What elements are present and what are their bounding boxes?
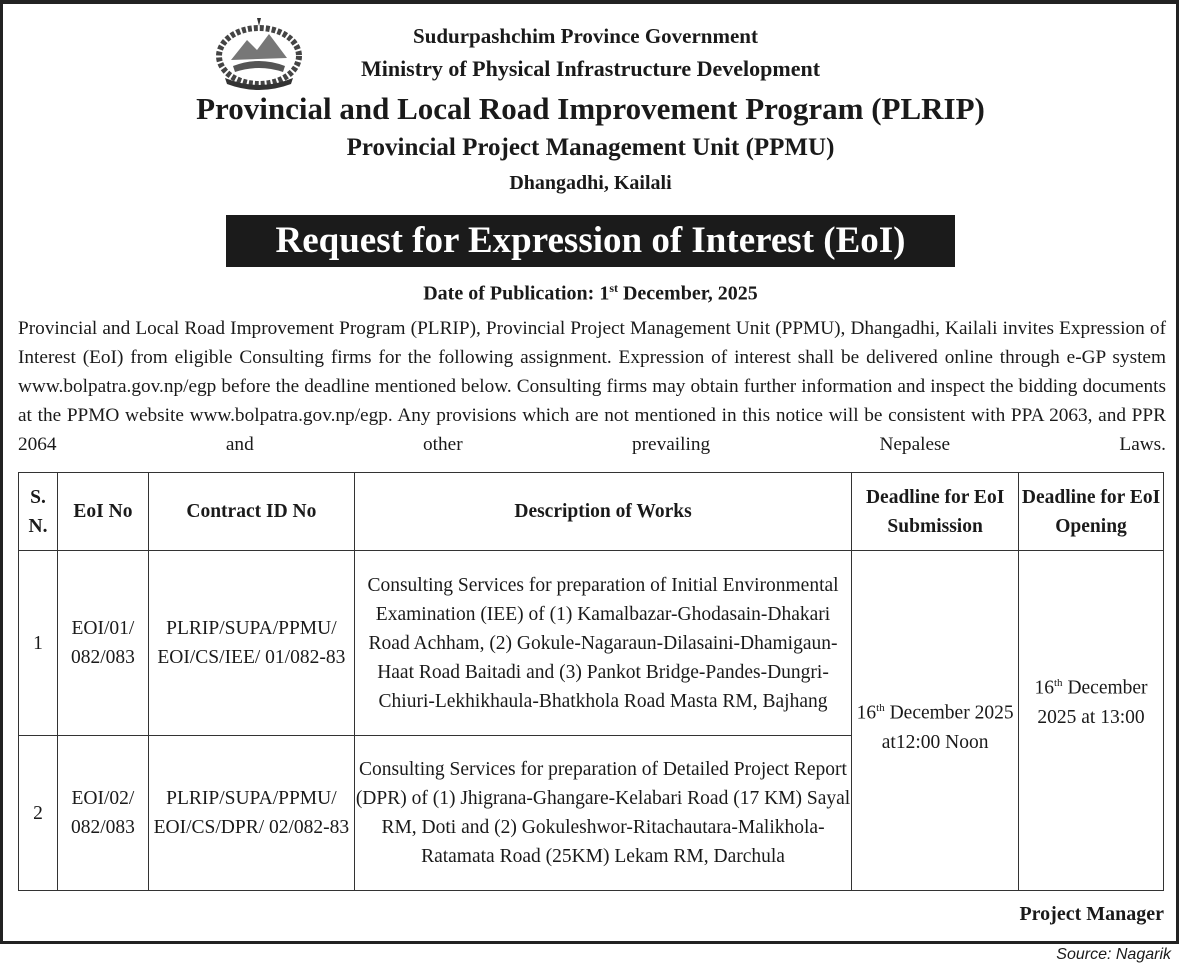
table-header-row xyxy=(19,473,1164,551)
notice-paragraph: Provincial and Local Road Improvement Program (PLRIP), Provincial Project Management Unit (PPMU), Dhangadhi, Kailali invites Expression of Interest (EoI) from eligible Consulting firms for the following assignment. Expression of interest shall be delivered online through e-GP system www.bolpatra.gov.np/egp before the deadline mentioned below. Consulting firms may obtain further information and inspect the bidding documents at the PPMO website www.bolpatra.gov.np/egp. Any provisions which are not mentioned in this notice will be consistent with PPA 2063, and PPR 2064 and other prevailing Nepalese Laws. xyxy=(18,318,1166,455)
table-row xyxy=(19,551,1164,736)
unit-name: Provincial Project Management Unit (PPMU) xyxy=(346,134,835,161)
cell-contract-id: PLRIP/SUPA/PPMU/ EOI/CS/DPR/ 02/082-83 xyxy=(148,736,354,891)
col-header-eoi-no: EoI No xyxy=(57,473,148,551)
cell-contract-id: PLRIP/SUPA/PPMU/ EOI/CS/IEE/ 01/082-83 xyxy=(148,551,354,736)
col-header-description: Description of Works xyxy=(354,473,851,551)
col-header-sn: S. N. xyxy=(19,473,58,551)
ministry-name: Ministry of Physical Infrastructure Development xyxy=(360,56,821,81)
cell-opening-deadline: 16th December 2025 at 13:00 xyxy=(1019,551,1164,891)
publication-date: Date of Publication: 1st December, 2025 xyxy=(423,281,758,305)
cell-description: Consulting Services for preparation of Detailed Project Report (DPR) of (1) Jhigrana-Ghangare-Kelabari Road (17 KM) Sayal RM, Doti and (2) Gokuleshwor-Ritachautara-Malikhola-Ratamata Road (25KM) Lekam RM, Darchula xyxy=(354,736,851,891)
col-header-submission-deadline: Deadline for EoI Submission xyxy=(852,473,1019,551)
cell-eoi-no: EOI/02/ 082/083 xyxy=(57,736,148,891)
cell-eoi-no: EOI/01/ 082/083 xyxy=(57,551,148,736)
location: Dhangadhi, Kailali xyxy=(509,172,672,194)
program-name: Provincial and Local Road Improvement Program (PLRIP) xyxy=(196,91,985,126)
col-header-opening-deadline: Deadline for EoI Opening xyxy=(1019,473,1164,551)
cell-submission-deadline: 16th December 2025 at12:00 Noon xyxy=(852,551,1019,891)
cell-sn: 1 xyxy=(19,551,58,736)
source-credit: Source: Nagarik xyxy=(1056,946,1171,963)
notice-title: Request for Expression of Interest (EoI) xyxy=(226,215,955,267)
col-header-contract-id: Contract ID No xyxy=(148,473,354,551)
cell-description: Consulting Services for preparation of Initial Environmental Examination (IEE) of (1) Kamalbazar-Ghodasain-Dhakari Road Achham, (2) Gokule-Nagaraun-Dilasaini-Dhamigaun-Haat Road Baitadi and (3) Pankot Bridge-Pandes-Dungri-Chiuri-Lekhikhaula-Bhatkhola Road Masta RM, Bajhang xyxy=(354,551,851,736)
eoi-table xyxy=(18,472,1164,891)
province-government: Sudurpashchim Province Government xyxy=(413,24,758,48)
cell-sn: 2 xyxy=(19,736,58,891)
signature: Project Manager xyxy=(1019,903,1164,925)
